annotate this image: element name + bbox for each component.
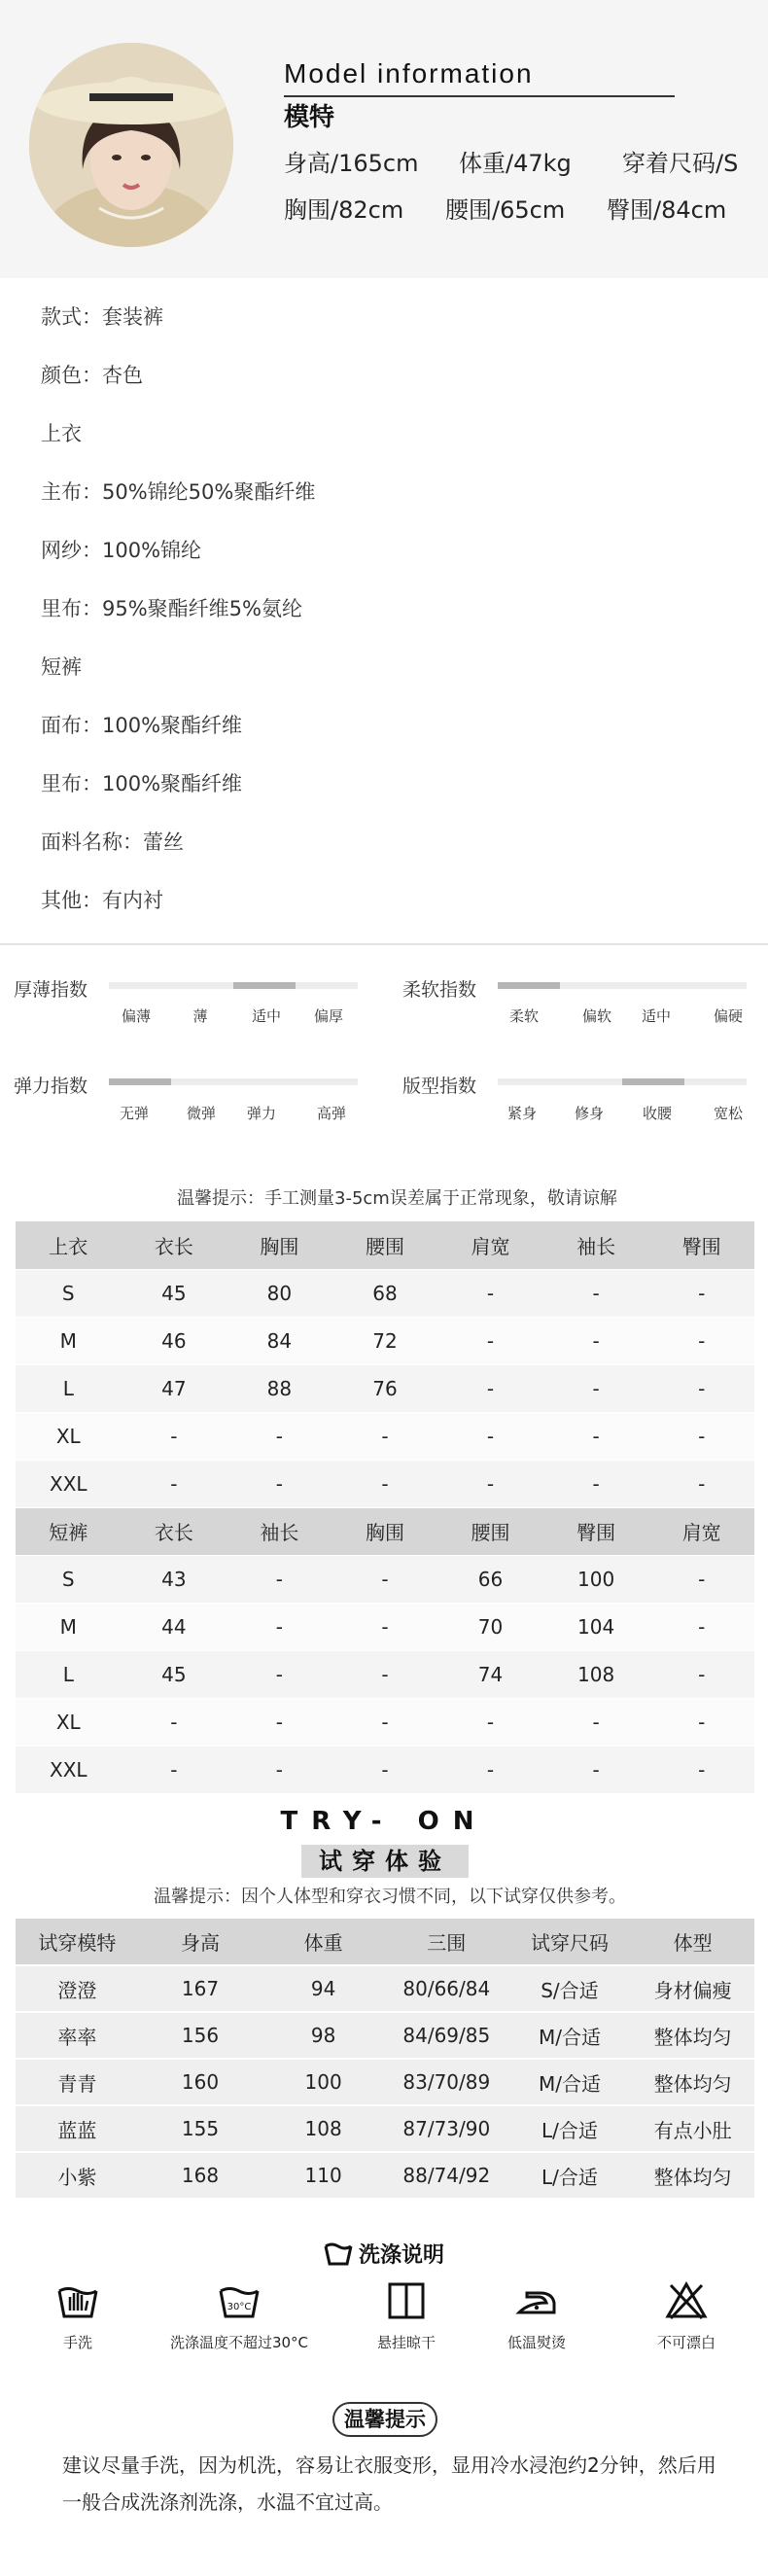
tips-text: 建议尽量手洗，因为机洗，容易让衣服变形，显用冷水浸泡约2分钟，然后用一般合成洗涤剂洗涤，水温不宜过高。 — [62, 2453, 716, 2514]
model-avatar — [29, 43, 233, 247]
table-row — [16, 1364, 754, 1412]
table-cell: 80 — [227, 1269, 332, 1317]
table-header-cell: 腰围 — [437, 1507, 543, 1555]
index-label: 宽松 — [713, 1105, 744, 1122]
index-label: 紧身 — [506, 1105, 538, 1122]
table-cell: - — [122, 1698, 227, 1746]
table-cell: 45 — [122, 1650, 227, 1698]
table-header-cell: 腰围 — [332, 1221, 438, 1269]
tryon-heading-cn: 试穿体验 — [301, 1845, 469, 1878]
hand-wash-icon — [56, 2281, 99, 2320]
table-cell: M — [16, 1603, 122, 1650]
wash-label: 不可漂白 — [656, 2334, 716, 2351]
table-cell: - — [332, 1650, 438, 1698]
table-header-cell: 试穿模特 — [16, 1919, 139, 1965]
table-cell: - — [437, 1269, 543, 1317]
table-cell: 72 — [332, 1317, 438, 1364]
table-cell: - — [648, 1460, 754, 1507]
table-cell: - — [543, 1746, 649, 1793]
table-cell: - — [122, 1746, 227, 1793]
tryon-table — [16, 1919, 754, 2200]
tryon-heading-en: TRY- ON — [280, 1807, 488, 1836]
table-cell: 88/74/92 — [385, 2152, 508, 2199]
table-cell: - — [332, 1460, 438, 1507]
table-cell: 156 — [139, 2012, 262, 2059]
model-measure-row-1 — [284, 144, 738, 178]
size-note: 温馨提示：手工测量3-5cm误差属于正常现象，敬请谅解 — [177, 1188, 617, 1209]
index-label: 偏软 — [581, 1007, 612, 1025]
table-cell: M/合适 — [508, 2059, 632, 2105]
index-label: 柔软 — [508, 1007, 540, 1025]
table-header-row — [16, 1221, 754, 1269]
model-height: 身高/165cm — [284, 150, 419, 177]
wash-item-no-bleach — [609, 2281, 764, 2352]
no-bleach-icon — [665, 2281, 708, 2320]
table-row — [16, 1603, 754, 1650]
index-label: 高弹 — [316, 1105, 347, 1122]
table-cell: 46 — [122, 1317, 227, 1364]
table-cell: 100 — [543, 1555, 649, 1603]
table-cell: XL — [16, 1698, 122, 1746]
table-cell: - — [332, 1412, 438, 1460]
table-header-cell: 衣长 — [122, 1507, 227, 1555]
wash-label: 悬挂晾干 — [376, 2334, 436, 2351]
index-label: 适中 — [641, 1007, 672, 1025]
model-title: Model information — [284, 58, 534, 88]
table-cell: 98 — [262, 2012, 385, 2059]
index-marker-thickness — [233, 982, 296, 989]
model-hip: 臀围/84cm — [607, 196, 727, 224]
table-cell: - — [648, 1650, 754, 1698]
model-subtitle: 模特 — [284, 103, 335, 132]
table-cell: 青青 — [16, 2059, 139, 2105]
index-label: 偏硬 — [713, 1007, 744, 1025]
table-header-cell: 肩宽 — [437, 1221, 543, 1269]
table-cell: - — [543, 1412, 649, 1460]
hang-dry-icon — [387, 2281, 426, 2320]
table-cell: 澄澄 — [16, 1965, 139, 2012]
table-row — [16, 1460, 754, 1507]
spec-item: 其他：有内衬 — [41, 889, 163, 912]
index-label: 微弹 — [186, 1105, 217, 1122]
table-header-cell: 衣长 — [122, 1221, 227, 1269]
table-cell: - — [227, 1555, 332, 1603]
table-row — [16, 1317, 754, 1364]
table-cell: - — [227, 1698, 332, 1746]
wash-label: 洗涤温度不超过30°C — [169, 2334, 309, 2351]
table-cell: 蓝蓝 — [16, 2105, 139, 2152]
table-cell: - — [332, 1603, 438, 1650]
spec-item: 里布：95%聚酯纤维5%氨纶 — [41, 597, 302, 620]
wash-30-icon — [218, 2281, 261, 2320]
table-row — [16, 2152, 754, 2199]
table-cell: M — [16, 1317, 122, 1364]
table-cell: 整体均匀 — [631, 2012, 754, 2059]
table-cell: 47 — [122, 1364, 227, 1412]
table-cell: 身材偏瘦 — [631, 1965, 754, 2012]
table-cell: 110 — [262, 2152, 385, 2199]
spec-item: 颜色：杏色 — [41, 364, 143, 387]
wash-temp-text: 30°C — [227, 2302, 252, 2312]
index-track-thickness — [109, 982, 358, 989]
index-marker-softness — [498, 982, 560, 989]
table-cell: 44 — [122, 1603, 227, 1650]
table-header-cell: 三围 — [385, 1919, 508, 1965]
table-cell: L/合适 — [508, 2152, 632, 2199]
index-title-thickness: 厚薄指数 — [14, 979, 88, 1001]
table-header-cell: 身高 — [139, 1919, 262, 1965]
table-cell: 84/69/85 — [385, 2012, 508, 2059]
table-cell: L — [16, 1650, 122, 1698]
table-cell: 108 — [543, 1650, 649, 1698]
table-cell: - — [437, 1364, 543, 1412]
tryon-note: 温馨提示：因个人体型和穿衣习惯不同，以下试穿仅供参考。 — [154, 1887, 626, 1907]
index-label: 适中 — [251, 1007, 282, 1025]
table-cell: 108 — [262, 2105, 385, 2152]
index-label: 弹力 — [246, 1105, 277, 1122]
table-row — [16, 1746, 754, 1793]
tips-title: 温馨提示 — [332, 2402, 437, 2437]
table-cell: 43 — [122, 1555, 227, 1603]
index-label: 偏厚 — [313, 1007, 344, 1025]
index-track-fit — [498, 1078, 747, 1085]
table-cell: XXL — [16, 1746, 122, 1793]
table-cell: 168 — [139, 2152, 262, 2199]
table-header-cell: 体重 — [262, 1919, 385, 1965]
table-row — [16, 1412, 754, 1460]
table-cell: - — [227, 1603, 332, 1650]
table-header-cell: 袖长 — [227, 1507, 332, 1555]
table-cell: - — [227, 1746, 332, 1793]
table-cell: 84 — [227, 1317, 332, 1364]
table-cell: - — [227, 1412, 332, 1460]
table-cell: - — [543, 1698, 649, 1746]
table-cell: 80/66/84 — [385, 1965, 508, 2012]
table-cell: - — [543, 1269, 649, 1317]
model-weight: 体重/47kg — [459, 150, 572, 177]
table-cell: XXL — [16, 1460, 122, 1507]
table-cell: - — [648, 1412, 754, 1460]
table-cell: 83/70/89 — [385, 2059, 508, 2105]
table-cell: 74 — [437, 1650, 543, 1698]
index-label: 收腰 — [642, 1105, 673, 1122]
table-cell: - — [437, 1746, 543, 1793]
wash-title — [0, 2239, 768, 2269]
table-cell: 87/73/90 — [385, 2105, 508, 2152]
model-title-rule — [284, 95, 675, 97]
table-cell: 76 — [332, 1364, 438, 1412]
index-label: 薄 — [192, 1007, 208, 1025]
index-track-softness — [498, 982, 747, 989]
table-cell: 66 — [437, 1555, 543, 1603]
wash-item-hand-wash — [0, 2281, 156, 2352]
wash-item-temp — [161, 2281, 317, 2352]
table-cell: 有点小肚 — [631, 2105, 754, 2152]
table-cell: - — [122, 1460, 227, 1507]
table-cell: - — [437, 1317, 543, 1364]
table-row — [16, 2059, 754, 2105]
model-bust: 胸围/82cm — [284, 196, 404, 224]
index-label: 无弹 — [119, 1105, 150, 1122]
spec-item: 上衣 — [41, 422, 82, 445]
table-cell: - — [227, 1650, 332, 1698]
table-row — [16, 1555, 754, 1603]
index-title-softness: 柔软指数 — [402, 979, 477, 1001]
table-cell: 小紫 — [16, 2152, 139, 2199]
wash-label: 手洗 — [62, 2334, 92, 2351]
table-cell: - — [648, 1603, 754, 1650]
table-header-cell: 臀围 — [543, 1507, 649, 1555]
table-cell: - — [437, 1460, 543, 1507]
table-cell: - — [437, 1412, 543, 1460]
index-label: 偏薄 — [121, 1007, 152, 1025]
spec-item: 主布：50%锦纶50%聚酯纤维 — [41, 480, 316, 504]
table-row — [16, 1650, 754, 1698]
spec-item: 网纱：100%锦纶 — [41, 539, 202, 562]
table-cell: 155 — [139, 2105, 262, 2152]
wash-label: 低温熨烫 — [506, 2334, 566, 2351]
table-cell: 100 — [262, 2059, 385, 2105]
table-cell: - — [332, 1698, 438, 1746]
spec-item: 款式：套装裤 — [41, 305, 163, 329]
table-header-cell: 臀围 — [648, 1221, 754, 1269]
wash-item-low-iron — [459, 2281, 614, 2352]
table-cell: 70 — [437, 1603, 543, 1650]
table-header-cell: 袖长 — [543, 1221, 649, 1269]
table-header-cell: 胸围 — [332, 1507, 438, 1555]
table-cell: S — [16, 1555, 122, 1603]
table-cell: - — [332, 1746, 438, 1793]
table-header-cell: 短裤 — [16, 1507, 122, 1555]
table-cell: 88 — [227, 1364, 332, 1412]
wash-basin-icon — [324, 2241, 353, 2266]
spec-item: 里布：100%聚酯纤维 — [41, 772, 243, 795]
index-marker-elasticity — [109, 1078, 171, 1085]
table-cell: - — [543, 1460, 649, 1507]
table-cell: 整体均匀 — [631, 2059, 754, 2105]
table-cell: 167 — [139, 1965, 262, 2012]
index-label: 修身 — [574, 1105, 605, 1122]
table-cell: 45 — [122, 1269, 227, 1317]
table-row — [16, 1698, 754, 1746]
table-row — [16, 2105, 754, 2152]
model-measure-row-2 — [284, 191, 726, 225]
table-cell: - — [122, 1412, 227, 1460]
spec-item: 面料名称：蕾丝 — [41, 830, 184, 854]
table-cell: - — [543, 1364, 649, 1412]
table-row — [16, 1269, 754, 1317]
wash-title-text: 洗涤说明 — [358, 2243, 444, 2268]
index-marker-fit — [622, 1078, 684, 1085]
table-cell: - — [648, 1555, 754, 1603]
spec-item: 面布：100%聚酯纤维 — [41, 714, 243, 737]
table-row — [16, 2012, 754, 2059]
table-cell: 整体均匀 — [631, 2152, 754, 2199]
table-header-cell: 体型 — [631, 1919, 754, 1965]
table-cell: 104 — [543, 1603, 649, 1650]
low-iron-icon — [515, 2281, 558, 2320]
table-cell: - — [648, 1364, 754, 1412]
table-cell: 率率 — [16, 2012, 139, 2059]
size-table — [16, 1221, 754, 1794]
table-cell: - — [648, 1269, 754, 1317]
model-waist: 腰围/65cm — [445, 196, 566, 224]
table-row — [16, 1965, 754, 2012]
table-cell: - — [543, 1317, 649, 1364]
table-cell: S — [16, 1269, 122, 1317]
model-info-section — [0, 0, 768, 278]
table-cell: - — [332, 1555, 438, 1603]
table-header-row — [16, 1507, 754, 1555]
table-cell: L — [16, 1364, 122, 1412]
table-cell: - — [648, 1698, 754, 1746]
index-title-fit: 版型指数 — [402, 1076, 477, 1097]
table-cell: 94 — [262, 1965, 385, 2012]
section-divider — [0, 943, 768, 945]
table-cell: M/合适 — [508, 2012, 632, 2059]
spec-item: 短裤 — [41, 655, 82, 679]
index-track-elasticity — [109, 1078, 358, 1085]
table-header-cell: 肩宽 — [648, 1507, 754, 1555]
table-cell: 160 — [139, 2059, 262, 2105]
table-cell: - — [437, 1698, 543, 1746]
table-cell: L/合适 — [508, 2105, 632, 2152]
table-cell: - — [648, 1746, 754, 1793]
table-header-cell: 上衣 — [16, 1221, 122, 1269]
table-cell: 68 — [332, 1269, 438, 1317]
table-header-cell: 试穿尺码 — [508, 1919, 632, 1965]
table-cell: S/合适 — [508, 1965, 632, 2012]
index-title-elasticity: 弹力指数 — [14, 1076, 88, 1097]
table-cell: XL — [16, 1412, 122, 1460]
table-cell: - — [648, 1317, 754, 1364]
table-cell: - — [227, 1460, 332, 1507]
table-header-row — [16, 1919, 754, 1965]
table-header-cell: 胸围 — [227, 1221, 332, 1269]
model-size: 穿着尺码/S — [622, 150, 739, 177]
